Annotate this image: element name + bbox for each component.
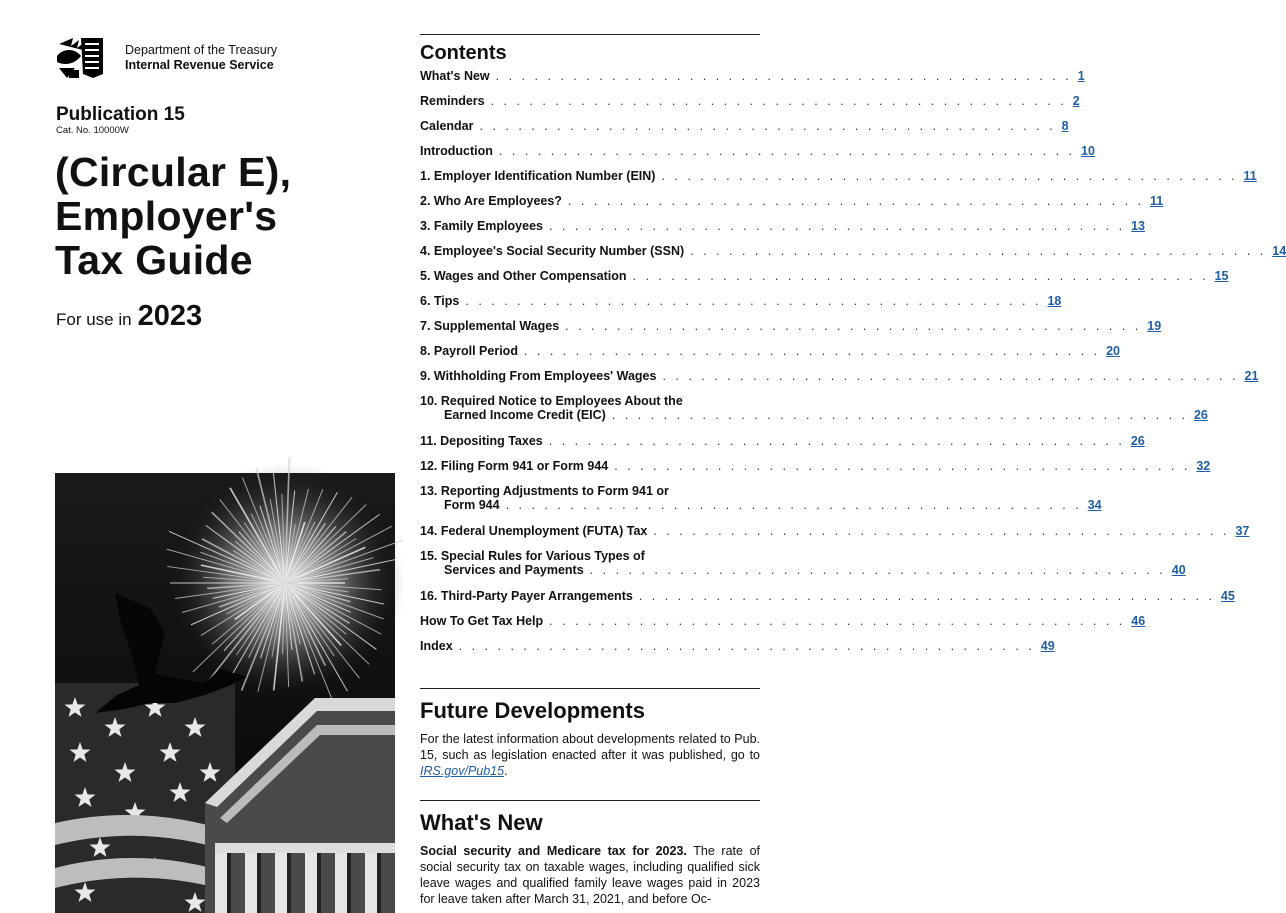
toc-leader-dots: . . . . . . . . . . . . . . . . . . . . . . . . . . . . . . . . . . . . . . . . . . . . . (548, 434, 1125, 448)
toc-label: 8. Payroll Period (420, 344, 518, 358)
toc-leader-dots: . . . . . . . . . . . . . . . . . . . . . . . . . . . . . . . . . . . . . . . . . . . . . (614, 459, 1191, 473)
toc-page-link[interactable]: 11 (1243, 169, 1257, 183)
toc-label: Earned Income Credit (EIC) (444, 408, 606, 422)
toc-page-link[interactable]: 40 (1171, 563, 1186, 577)
toc-leader-dots: . . . . . . . . . . . . . . . . . . . . . . . . . . . . . . . . . . . . . . . . . . . . . (611, 408, 1188, 422)
toc-label: 11. Depositing Taxes (420, 434, 543, 448)
toc-leader-dots: . . . . . . . . . . . . . . . . . . . . . . . . . . . . . . . . . . . . . . . . . . . . . (548, 219, 1126, 233)
toc-page-link[interactable]: 18 (1047, 294, 1062, 308)
toc-page-link[interactable]: 32 (1196, 459, 1211, 473)
toc-leader-dots: . . . . . . . . . . . . . . . . . . . . . . . . . . . . . . . . . . . . . . . . . . . . . (523, 344, 1101, 358)
for-use-label: For use in (56, 310, 132, 329)
toc-leader-dots: . . . . . . . . . . . . . . . . . . . . . . . . . . . . . . . . . . . . . . . . . . . . . (653, 524, 1230, 538)
toc-page-link[interactable]: 11 (1150, 194, 1164, 208)
toc-label: 10. Required Notice to Employees About the (420, 394, 683, 408)
agency-name (125, 43, 277, 73)
toc-page-link[interactable]: 15 (1214, 269, 1229, 283)
toc-page-link[interactable]: 2 (1072, 94, 1080, 108)
toc-leader-dots: . . . . . . . . . . . . . . . . . . . . . . . . . . . . . . . . . . . . . . . . . . . . . (498, 144, 1075, 158)
toc-entry[interactable] (420, 94, 1080, 108)
toc-label: Index (420, 639, 453, 653)
toc-entry[interactable] (420, 219, 1145, 233)
toc-page-link[interactable]: 45 (1220, 589, 1235, 603)
contents-heading: Contents (420, 42, 507, 64)
toc-page-link[interactable]: 10 (1081, 144, 1095, 158)
toc-label: 7. Supplemental Wages (420, 319, 560, 333)
title-line: Employer's (55, 193, 278, 239)
toc-leader-dots: . . . . . . . . . . . . . . . . . . . . . . . . . . . . . . . . . . . . . . . . . . . . . (505, 498, 1082, 512)
toc-page-link[interactable]: 46 (1131, 614, 1146, 628)
toc-label: 13. Reporting Adjustments to Form 941 or (420, 484, 669, 498)
future-developments-text (420, 731, 760, 779)
toc-leader-dots: . . . . . . . . . . . . . . . . . . . . . . . . . . . . . . . . . . . . . . . . . . . . . (490, 94, 1067, 108)
divider (420, 688, 760, 689)
toc-page-link[interactable]: 26 (1130, 434, 1145, 448)
toc-entry[interactable] (420, 589, 1235, 603)
toc-leader-dots: . . . . . . . . . . . . . . . . . . . . . . . . . . . . . . . . . . . . . . . . . . . . . (589, 563, 1166, 577)
title-line: Tax Guide (55, 237, 253, 283)
whats-new-lead: Social security and Medicare tax for 2023. (420, 844, 687, 858)
toc-label: 1. Employer Identification Number (EIN) (420, 169, 656, 183)
toc-entry[interactable] (420, 69, 1085, 83)
tax-year: 2023 (137, 300, 203, 332)
toc-leader-dots: . . . . . . . . . . . . . . . . . . . . . . . . . . . . . . . . . . . . . . . . . . . . . (465, 294, 1042, 308)
toc-entry[interactable] (420, 244, 1286, 258)
toc-leader-dots: . . . . . . . . . . . . . . . . . . . . . . . . . . . . . . . . . . . . . . . . . . . . . (662, 369, 1239, 383)
toc-page-link[interactable]: 37 (1235, 524, 1250, 538)
future-text: For the latest information about developments related to Pub. 15, such as legislation enacted after it was published, go to (420, 732, 760, 762)
toc-entry[interactable] (420, 639, 1055, 653)
toc-page-link[interactable]: 49 (1040, 639, 1055, 653)
divider (420, 34, 760, 35)
for-use-year (56, 300, 202, 333)
toc-entry[interactable] (420, 484, 1102, 512)
toc-entry[interactable] (420, 344, 1120, 358)
toc-label: 3. Family Employees (420, 219, 543, 233)
toc-entry[interactable] (420, 369, 1259, 383)
document-title (55, 150, 291, 282)
toc-page-link[interactable]: 1 (1077, 69, 1085, 83)
table-of-contents (420, 69, 1286, 664)
whats-new-body: The rate of social security tax on taxable wages, including qualified sick leave wages and qualified family leave wages paid in 2023 for leave taken after March 31, 2021, and before Oc- (420, 844, 760, 906)
whats-new-heading: What's New (420, 810, 543, 835)
title-line: (Circular E), (55, 149, 292, 195)
toc-page-link[interactable]: 26 (1193, 408, 1208, 422)
toc-page-link[interactable]: 34 (1087, 498, 1102, 512)
toc-page-link[interactable]: 19 (1147, 319, 1162, 333)
toc-page-link[interactable]: 8 (1061, 119, 1069, 133)
toc-leader-dots: . . . . . . . . . . . . . . . . . . . . . . . . . . . . . . . . . . . . . . . . . . . . . (567, 194, 1145, 208)
toc-page-link[interactable]: 20 (1106, 344, 1120, 358)
toc-label: 9. Withholding From Employees' Wages (420, 369, 657, 383)
catalog-number: Cat. No. 10000W (56, 125, 129, 136)
toc-entry[interactable] (420, 194, 1164, 208)
toc-page-link[interactable]: 21 (1244, 369, 1259, 383)
toc-leader-dots: . . . . . . . . . . . . . . . . . . . . . . . . . . . . . . . . . . . . . . . . . . . . . (458, 639, 1035, 653)
toc-label: What's New (420, 69, 490, 83)
toc-label: Reminders (420, 94, 485, 108)
toc-leader-dots: . . . . . . . . . . . . . . . . . . . . . . . . . . . . . . . . . . . . . . . . . . . . . (479, 119, 1056, 133)
toc-entry[interactable] (420, 434, 1145, 448)
divider (420, 800, 760, 801)
toc-entry[interactable] (420, 119, 1069, 133)
agency-department: Department of the Treasury (125, 43, 278, 57)
toc-label: 5. Wages and Other Compensation (420, 269, 627, 283)
toc-page-link[interactable]: 14 (1272, 244, 1286, 258)
toc-label: Services and Payments (444, 563, 584, 577)
toc-label: 6. Tips (420, 294, 460, 308)
toc-label: 2. Who Are Employees? (420, 194, 562, 208)
toc-label: 16. Third-Party Payer Arrangements (420, 589, 633, 603)
toc-entry[interactable] (420, 144, 1095, 158)
toc-entry[interactable] (420, 319, 1162, 333)
toc-label: 15. Special Rules for Various Types of (420, 549, 645, 563)
toc-leader-dots: . . . . . . . . . . . . . . . . . . . . . . . . . . . . . . . . . . . . . . . . . . . . . (638, 589, 1215, 603)
future-text-end: . (504, 764, 508, 778)
toc-entry[interactable] (420, 294, 1062, 308)
toc-label: 4. Employee's Social Security Number (SSN) (420, 244, 685, 258)
toc-leader-dots: . . . . . . . . . . . . . . . . . . . . . . . . . . . . . . . . . . . . . . . . . . . . . (549, 614, 1126, 628)
toc-label: Calendar (420, 119, 474, 133)
toc-entry[interactable] (420, 614, 1146, 628)
toc-entry[interactable] (420, 459, 1211, 473)
toc-page-link[interactable]: 13 (1131, 219, 1145, 233)
toc-leader-dots: . . . . . . . . . . . . . . . . . . . . . . . . . . . . . . . . . . . . . . . . . . . . . (661, 169, 1238, 183)
future-developments-heading: Future Developments (420, 698, 645, 723)
toc-leader-dots: . . . . . . . . . . . . . . . . . . . . . . . . . . . . . . . . . . . . . . . . . . . . . (690, 244, 1267, 258)
toc-leader-dots: . . . . . . . . . . . . . . . . . . . . . . . . . . . . . . . . . . . . . . . . . . . . . (632, 269, 1209, 283)
irs-pub15-link[interactable]: IRS.gov/Pub15 (420, 764, 505, 778)
toc-entry[interactable] (420, 269, 1229, 283)
toc-entry[interactable] (420, 549, 1186, 577)
toc-entry[interactable] (420, 169, 1257, 183)
toc-label: Form 944 (444, 498, 500, 512)
publication-number: Publication 15 (56, 104, 185, 125)
toc-label: How To Get Tax Help (420, 614, 544, 628)
whats-new-text (420, 843, 760, 907)
cover-illustration (55, 473, 395, 913)
toc-label: Introduction (420, 144, 493, 158)
toc-leader-dots: . . . . . . . . . . . . . . . . . . . . . . . . . . . . . . . . . . . . . . . . . . . . . (565, 319, 1142, 333)
toc-entry[interactable] (420, 524, 1250, 538)
toc-label: 14. Federal Unemployment (FUTA) Tax (420, 524, 648, 538)
irs-eagle-logo (55, 34, 107, 80)
toc-entry[interactable] (420, 394, 1208, 422)
toc-leader-dots: . . . . . . . . . . . . . . . . . . . . . . . . . . . . . . . . . . . . . . . . . . . . . (495, 69, 1072, 83)
toc-label: 12. Filing Form 941 or Form 944 (420, 459, 609, 473)
agency-service: Internal Revenue Service (125, 58, 274, 72)
